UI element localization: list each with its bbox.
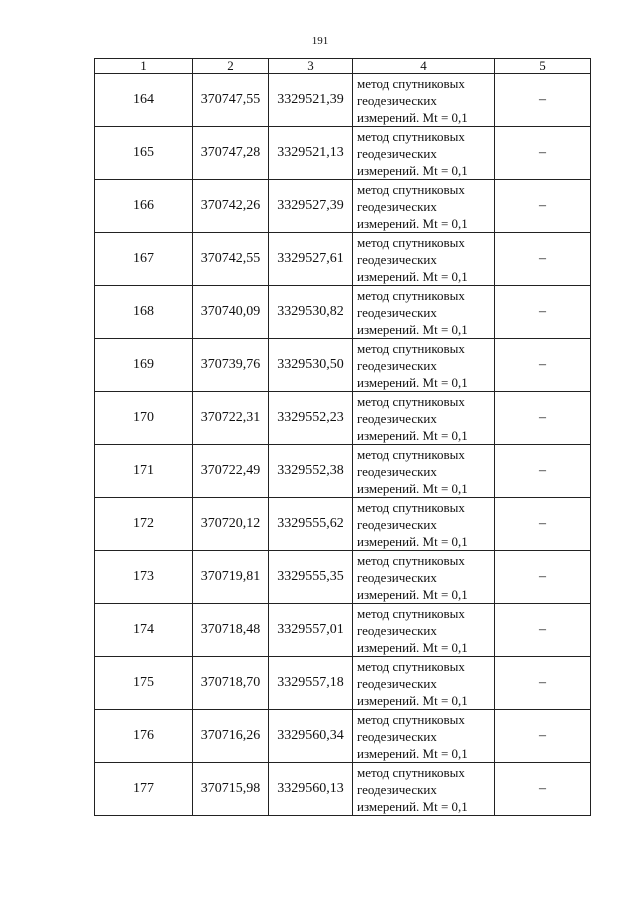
method-text-line: геодезических bbox=[357, 357, 437, 373]
point-number-cell: 169 bbox=[95, 339, 193, 392]
method-cell bbox=[353, 445, 495, 498]
y-coordinate-cell: 3329555,62 bbox=[269, 498, 353, 551]
y-coordinate-cell: 3329552,38 bbox=[269, 445, 353, 498]
table-row bbox=[95, 763, 591, 816]
method-text-line: геодезических bbox=[357, 569, 437, 585]
note-cell: – bbox=[495, 286, 591, 339]
method-text-line: измерений. Mt = 0,1 bbox=[357, 639, 468, 655]
point-number-cell: 174 bbox=[95, 604, 193, 657]
method-text-line: измерений. Mt = 0,1 bbox=[357, 586, 468, 602]
x-coordinate-cell: 370740,09 bbox=[193, 286, 269, 339]
table-body bbox=[95, 74, 591, 816]
note-cell: – bbox=[495, 445, 591, 498]
column-header-2: 2 bbox=[193, 59, 269, 74]
method-text-line: измерений. Mt = 0,1 bbox=[357, 745, 468, 761]
method-text-line: метод спутниковых bbox=[357, 552, 465, 568]
y-coordinate-cell: 3329560,13 bbox=[269, 763, 353, 816]
method-text-line: метод спутниковых bbox=[357, 711, 465, 727]
method-text-line: геодезических bbox=[357, 463, 437, 479]
method-text-line: метод спутниковых bbox=[357, 393, 465, 409]
x-coordinate-cell: 370715,98 bbox=[193, 763, 269, 816]
point-number-cell: 177 bbox=[95, 763, 193, 816]
y-coordinate-cell: 3329521,39 bbox=[269, 74, 353, 127]
x-coordinate-cell: 370742,55 bbox=[193, 233, 269, 286]
method-text-line: метод спутниковых bbox=[357, 499, 465, 515]
x-coordinate-cell: 370722,49 bbox=[193, 445, 269, 498]
table-row bbox=[95, 180, 591, 233]
coordinates-table bbox=[94, 58, 591, 816]
method-cell bbox=[353, 657, 495, 710]
method-cell bbox=[353, 233, 495, 286]
y-coordinate-cell: 3329557,01 bbox=[269, 604, 353, 657]
method-text-line: измерений. Mt = 0,1 bbox=[357, 533, 468, 549]
method-text-line: метод спутниковых bbox=[357, 605, 465, 621]
point-number-cell: 167 bbox=[95, 233, 193, 286]
table-row bbox=[95, 339, 591, 392]
table-row bbox=[95, 233, 591, 286]
y-coordinate-cell: 3329560,34 bbox=[269, 710, 353, 763]
method-text-line: метод спутниковых bbox=[357, 764, 465, 780]
method-text-line: геодезических bbox=[357, 781, 437, 797]
y-coordinate-cell: 3329557,18 bbox=[269, 657, 353, 710]
table-row bbox=[95, 127, 591, 180]
note-cell: – bbox=[495, 392, 591, 445]
column-header-4: 4 bbox=[353, 59, 495, 74]
table-row bbox=[95, 392, 591, 445]
note-cell: – bbox=[495, 604, 591, 657]
method-text-line: геодезических bbox=[357, 622, 437, 638]
note-cell: – bbox=[495, 180, 591, 233]
method-text-line: метод спутниковых bbox=[357, 181, 465, 197]
method-text-line: геодезических bbox=[357, 410, 437, 426]
x-coordinate-cell: 370747,55 bbox=[193, 74, 269, 127]
method-text-line: измерений. Mt = 0,1 bbox=[357, 215, 468, 231]
note-cell: – bbox=[495, 233, 591, 286]
method-text-line: геодезических bbox=[357, 145, 437, 161]
method-text-line: измерений. Mt = 0,1 bbox=[357, 692, 468, 708]
y-coordinate-cell: 3329527,61 bbox=[269, 233, 353, 286]
x-coordinate-cell: 370719,81 bbox=[193, 551, 269, 604]
table-row bbox=[95, 657, 591, 710]
y-coordinate-cell: 3329530,50 bbox=[269, 339, 353, 392]
method-cell bbox=[353, 392, 495, 445]
point-number-cell: 173 bbox=[95, 551, 193, 604]
point-number-cell: 176 bbox=[95, 710, 193, 763]
point-number-cell: 175 bbox=[95, 657, 193, 710]
method-text-line: метод спутниковых bbox=[357, 446, 465, 462]
note-cell: – bbox=[495, 551, 591, 604]
x-coordinate-cell: 370718,48 bbox=[193, 604, 269, 657]
method-text-line: измерений. Mt = 0,1 bbox=[357, 427, 468, 443]
method-text-line: метод спутниковых bbox=[357, 128, 465, 144]
method-text-line: измерений. Mt = 0,1 bbox=[357, 321, 468, 337]
x-coordinate-cell: 370739,76 bbox=[193, 339, 269, 392]
table-row bbox=[95, 551, 591, 604]
y-coordinate-cell: 3329552,23 bbox=[269, 392, 353, 445]
method-text-line: геодезических bbox=[357, 198, 437, 214]
table-header-row bbox=[95, 59, 591, 74]
column-header-3: 3 bbox=[269, 59, 353, 74]
point-number-cell: 172 bbox=[95, 498, 193, 551]
note-cell: – bbox=[495, 763, 591, 816]
table-row bbox=[95, 498, 591, 551]
point-number-cell: 165 bbox=[95, 127, 193, 180]
point-number-cell: 164 bbox=[95, 74, 193, 127]
note-cell: – bbox=[495, 127, 591, 180]
page-number: 191 bbox=[311, 35, 329, 47]
y-coordinate-cell: 3329527,39 bbox=[269, 180, 353, 233]
method-text-line: измерений. Mt = 0,1 bbox=[357, 374, 468, 390]
note-cell: – bbox=[495, 498, 591, 551]
method-text-line: геодезических bbox=[357, 92, 437, 108]
note-cell: – bbox=[495, 710, 591, 763]
method-text-line: геодезических bbox=[357, 675, 437, 691]
method-text-line: измерений. Mt = 0,1 bbox=[357, 162, 468, 178]
table-row bbox=[95, 74, 591, 127]
method-text-line: измерений. Mt = 0,1 bbox=[357, 268, 468, 284]
x-coordinate-cell: 370722,31 bbox=[193, 392, 269, 445]
table-row bbox=[95, 710, 591, 763]
method-text-line: геодезических bbox=[357, 304, 437, 320]
point-number-cell: 170 bbox=[95, 392, 193, 445]
method-cell bbox=[353, 127, 495, 180]
method-cell bbox=[353, 710, 495, 763]
x-coordinate-cell: 370720,12 bbox=[193, 498, 269, 551]
x-coordinate-cell: 370716,26 bbox=[193, 710, 269, 763]
method-cell bbox=[353, 74, 495, 127]
point-number-cell: 168 bbox=[95, 286, 193, 339]
point-number-cell: 171 bbox=[95, 445, 193, 498]
method-text-line: геодезических bbox=[357, 728, 437, 744]
method-cell bbox=[353, 498, 495, 551]
method-text-line: геодезических bbox=[357, 516, 437, 532]
method-text-line: геодезических bbox=[357, 251, 437, 267]
method-cell bbox=[353, 339, 495, 392]
method-cell bbox=[353, 180, 495, 233]
method-cell bbox=[353, 604, 495, 657]
method-text-line: метод спутниковых bbox=[357, 658, 465, 674]
y-coordinate-cell: 3329555,35 bbox=[269, 551, 353, 604]
method-text-line: метод спутниковых bbox=[357, 340, 465, 356]
method-cell bbox=[353, 551, 495, 604]
method-text-line: метод спутниковых bbox=[357, 75, 465, 91]
note-cell: – bbox=[495, 657, 591, 710]
point-number-cell: 166 bbox=[95, 180, 193, 233]
y-coordinate-cell: 3329530,82 bbox=[269, 286, 353, 339]
note-cell: – bbox=[495, 74, 591, 127]
table-row bbox=[95, 286, 591, 339]
note-cell: – bbox=[495, 339, 591, 392]
method-text-line: измерений. Mt = 0,1 bbox=[357, 480, 468, 496]
method-text-line: метод спутниковых bbox=[357, 287, 465, 303]
table-row bbox=[95, 604, 591, 657]
table-row bbox=[95, 445, 591, 498]
method-cell bbox=[353, 763, 495, 816]
method-cell bbox=[353, 286, 495, 339]
column-header-5: 5 bbox=[495, 59, 591, 74]
x-coordinate-cell: 370747,28 bbox=[193, 127, 269, 180]
column-header-1: 1 bbox=[95, 59, 193, 74]
method-text-line: метод спутниковых bbox=[357, 234, 465, 250]
x-coordinate-cell: 370718,70 bbox=[193, 657, 269, 710]
y-coordinate-cell: 3329521,13 bbox=[269, 127, 353, 180]
x-coordinate-cell: 370742,26 bbox=[193, 180, 269, 233]
method-text-line: измерений. Mt = 0,1 bbox=[357, 798, 468, 814]
method-text-line: измерений. Mt = 0,1 bbox=[357, 109, 468, 125]
